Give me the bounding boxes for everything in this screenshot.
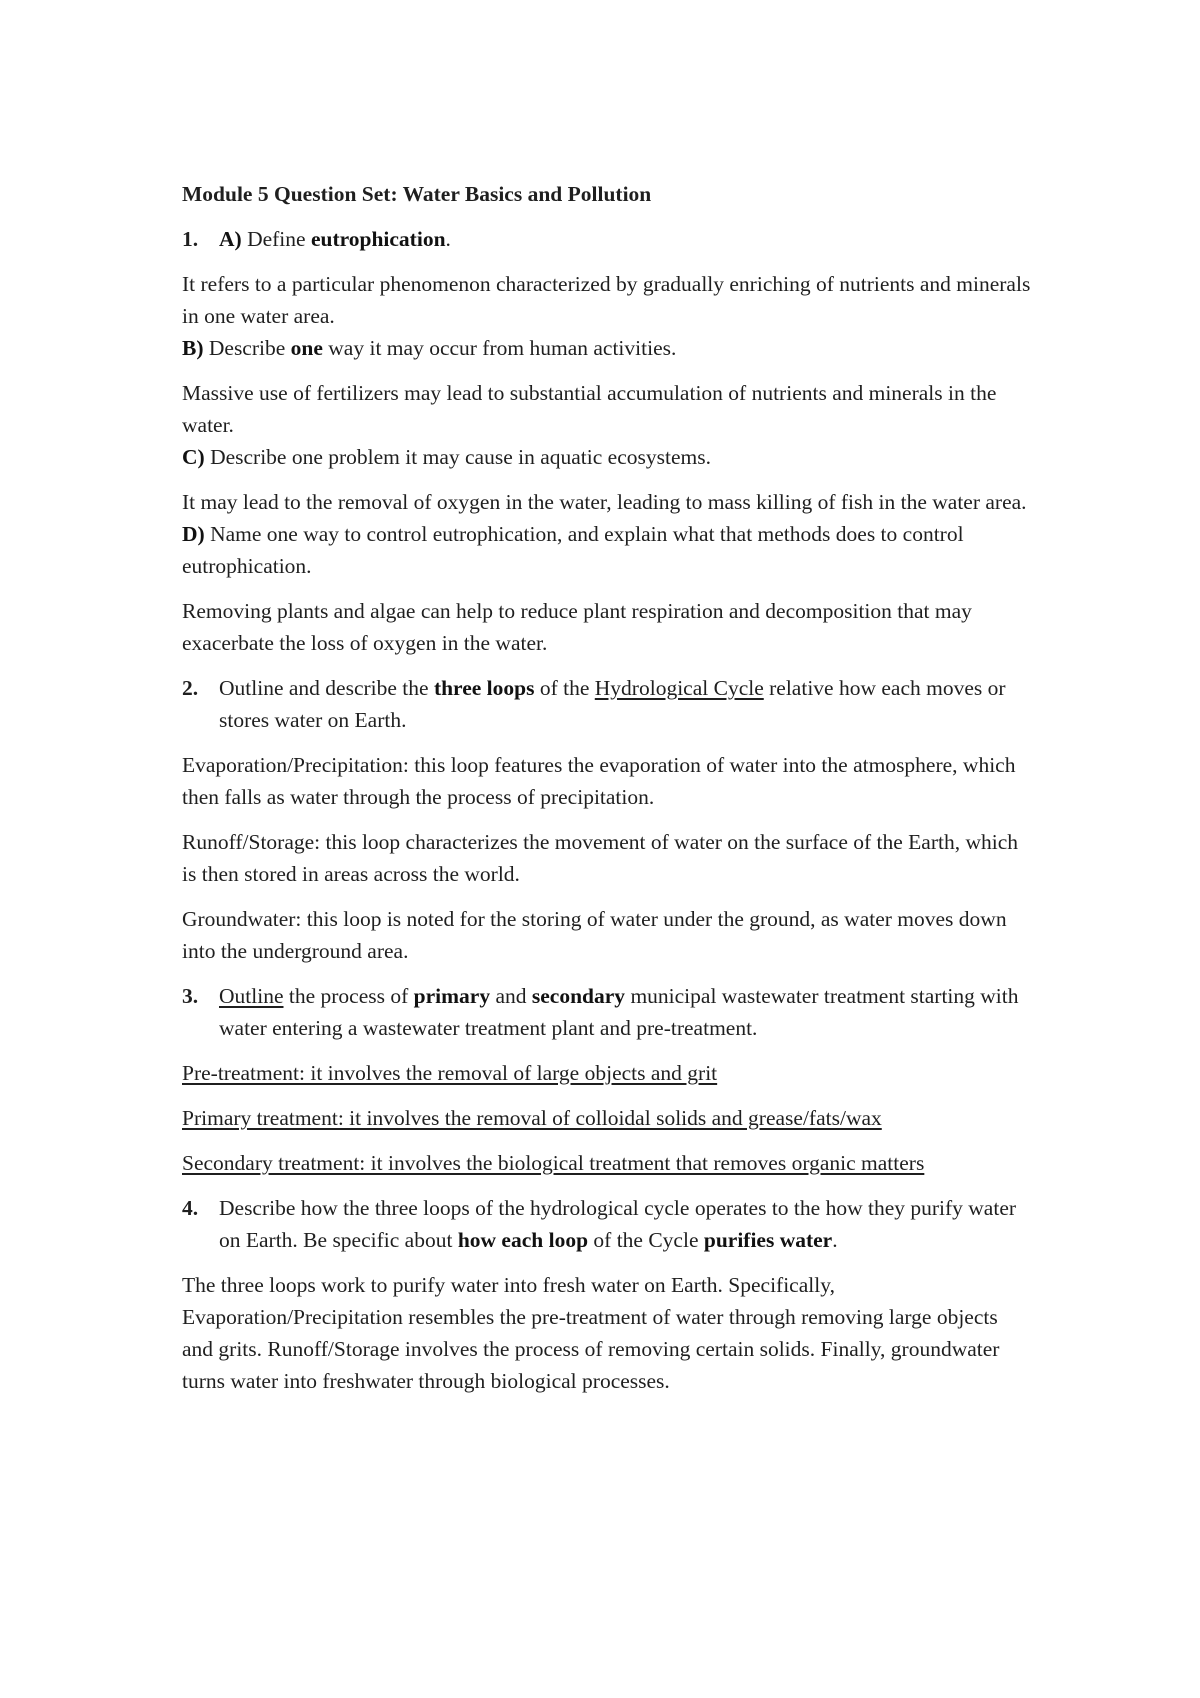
prompt-text: way it may occur from human activities. — [322, 336, 677, 360]
prompt-text: Outline and describe the — [219, 676, 434, 700]
underlined-text: Outline — [219, 984, 284, 1008]
document-page — [182, 178, 1032, 1410]
question-3 — [182, 980, 1032, 1044]
answer-3-pretreatment: Pre-treatment: it involves the removal of large objects and grit — [182, 1061, 718, 1085]
emphasis-text: primary — [413, 984, 491, 1008]
question-1a — [219, 227, 451, 251]
answer-4: The three loops work to purify water into fresh water on Earth. Specifically, Evaporation/Precipitation resembles the pre-treatment of water through removing large objects and grits. Runoff/Storage involves the process of removing certain solids. Finally, groundwater turns water into freshwater through biological processes. — [182, 1273, 1000, 1393]
answer-3-secondary: Secondary treatment: it involves the biological treatment that removes organic matters — [182, 1151, 925, 1175]
question-4 — [182, 1192, 1032, 1256]
emphasis-text: three loops — [433, 676, 535, 700]
question-number: 3. — [182, 984, 199, 1008]
prompt-text: . — [832, 1228, 838, 1252]
question-1d — [182, 518, 1032, 582]
prompt-text: the process of — [283, 984, 414, 1008]
question-2 — [182, 672, 1032, 736]
part-label: D) — [182, 522, 205, 546]
answer-1b: Massive use of fertilizers may lead to substantial accumulation of nutrients and minerals in the water. — [182, 381, 997, 437]
question-1b — [182, 332, 1032, 364]
prompt-text: Describe one problem it may cause in aquatic ecosystems. — [210, 445, 711, 469]
answer-1d: Removing plants and algae can help to reduce plant respiration and decomposition that may exacerbate the loss of oxygen in the water. — [182, 599, 972, 655]
question-1 — [182, 223, 1032, 255]
underlined-text: Hydrological Cycle — [594, 676, 764, 700]
prompt-text: relative how each moves or stores water on Earth. — [219, 676, 1006, 732]
answer-3-primary: Primary treatment: it involves the removal of colloidal solids and grease/fats/wax — [182, 1106, 882, 1130]
emphasis-text: purifies water — [703, 1228, 833, 1252]
question-number: 2. — [182, 676, 199, 700]
prompt-text: Define — [247, 227, 311, 251]
answer-2-runoff: Runoff/Storage: this loop characterizes the movement of water on the surface of the Earth, which is then stored in areas across the world. — [182, 830, 1019, 886]
prompt-text: Name one way to control eutrophication, and explain what that methods does to control eutrophication. — [182, 522, 964, 578]
emphasis-text: eutrophication — [310, 227, 446, 251]
prompt-text: and — [490, 984, 532, 1008]
question-number: 4. — [182, 1196, 199, 1220]
answer-1c: It may lead to the removal of oxygen in the water, leading to mass killing of fish in the water area. — [182, 490, 1027, 514]
prompt-text: Describe how the three loops of the hydrological cycle operates to the how they purify water on Earth. Be specific about — [219, 1196, 1017, 1252]
prompt-text: . — [445, 227, 451, 251]
emphasis-text: how each loop — [457, 1228, 589, 1252]
part-label: A) — [219, 227, 242, 251]
question-1c — [182, 441, 1032, 473]
question-number: 1. — [182, 227, 199, 251]
part-label: C) — [182, 445, 205, 469]
prompt-text: of the — [534, 676, 595, 700]
answer-2-groundwater: Groundwater: this loop is noted for the storing of water under the ground, as water moves down into the underground area. — [182, 907, 1007, 963]
emphasis-text: secondary — [531, 984, 626, 1008]
prompt-text: of the Cycle — [588, 1228, 704, 1252]
answer-2-evaporation: Evaporation/Precipitation: this loop features the evaporation of water into the atmosphere, which then falls as water through the process of precipitation. — [182, 753, 1016, 809]
prompt-text: municipal wastewater treatment starting with water entering a wastewater treatment plant and pre-treatment. — [219, 984, 1019, 1040]
answer-1a: It refers to a particular phenomenon characterized by gradually enriching of nutrients and minerals in one water area. — [182, 272, 1031, 328]
document-title: Module 5 Question Set: Water Basics and Pollution — [182, 182, 652, 206]
part-label: B) — [182, 336, 204, 360]
emphasis-text: one — [290, 336, 323, 360]
prompt-text: Describe — [208, 336, 291, 360]
